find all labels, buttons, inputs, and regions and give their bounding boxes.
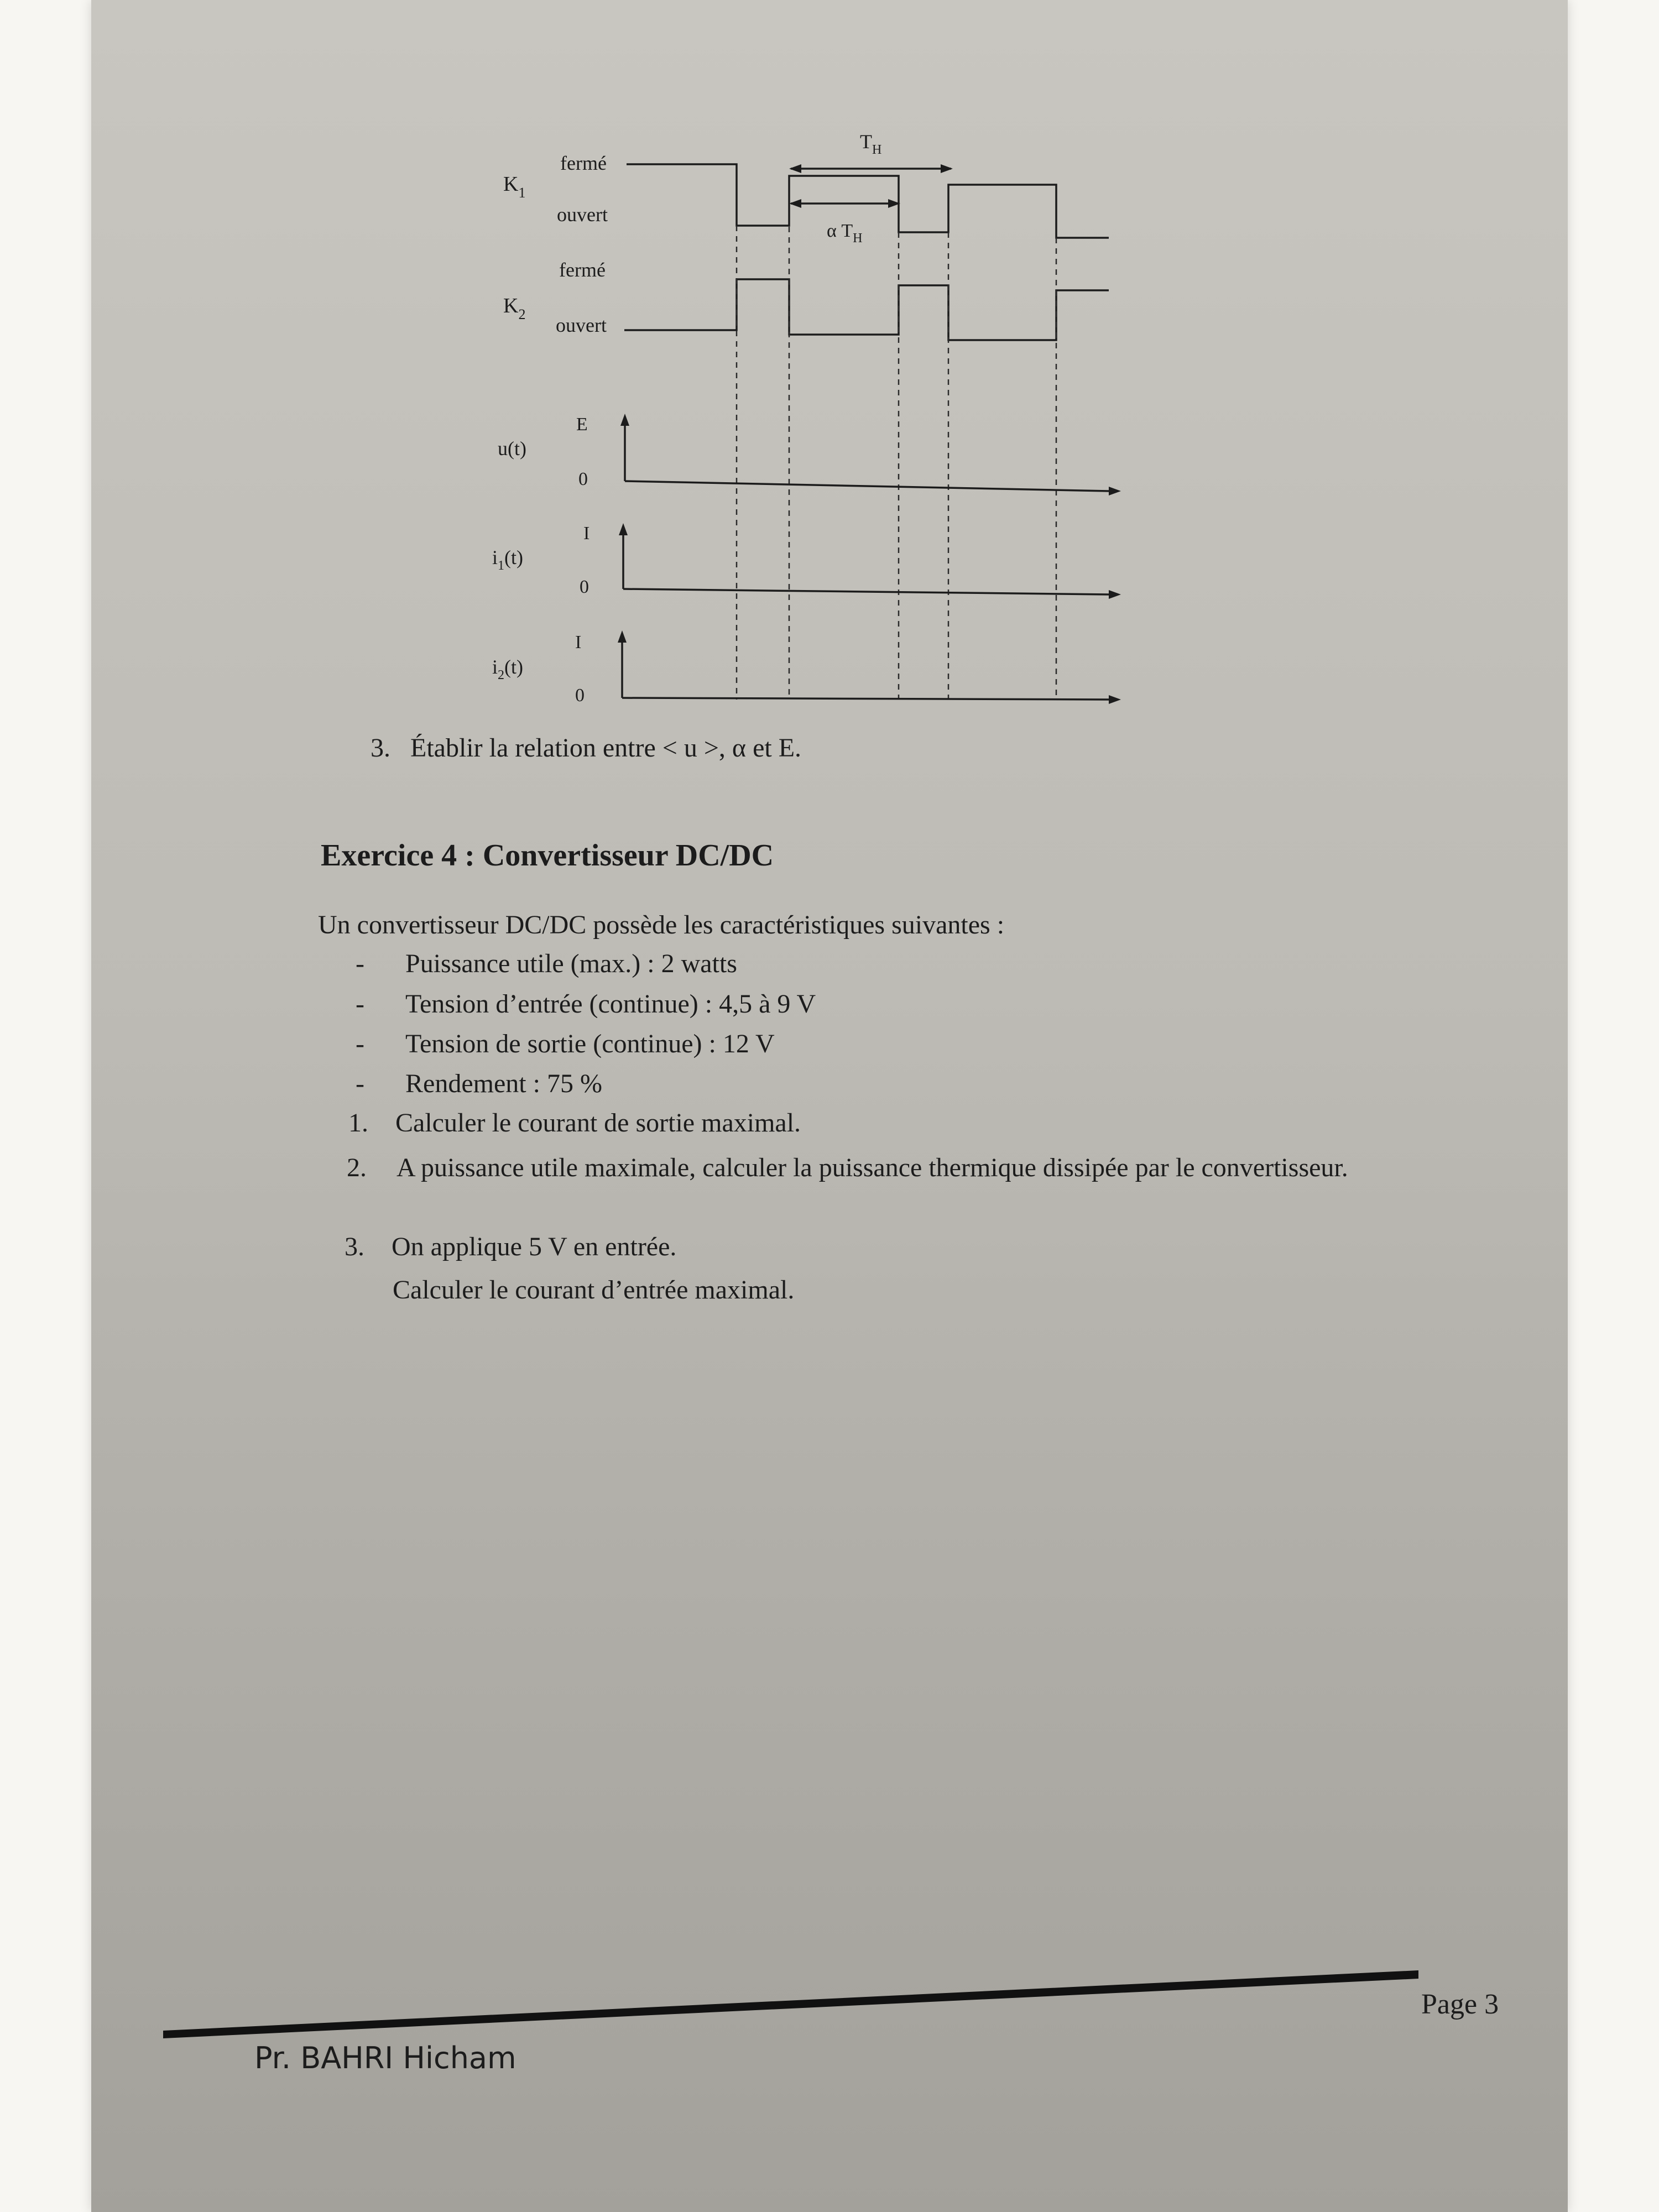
characteristic-text: Rendement : 75 % <box>405 1069 602 1098</box>
question-number: 2. <box>347 1153 367 1182</box>
question-number: 1. <box>348 1108 368 1138</box>
characteristic-text: Tension de sortie (continue) : 12 V <box>405 1029 775 1058</box>
bullet-mark: - <box>356 989 364 1019</box>
u-max-label: E <box>576 414 588 435</box>
characteristic-text: Puissance utile (max.) : 2 watts <box>405 949 737 978</box>
page-number: Page 3 <box>1421 1989 1499 2020</box>
bullet-mark: - <box>356 949 364 978</box>
i1-max-label: I <box>583 523 590 544</box>
u-zero-label: 0 <box>578 469 588 489</box>
i2-label: $i_2(t)$ <box>492 656 523 682</box>
i2-max-label: I <box>575 632 582 653</box>
footer-rule-line <box>163 1970 1418 2038</box>
duty-label: α $T_H$ <box>827 221 863 246</box>
k1-state-open: ouvert <box>557 204 608 226</box>
question-text: Établir la relation entre < u >, α et E. <box>410 733 802 763</box>
question-text: On applique 5 V en entrée. <box>392 1232 677 1261</box>
i1-label: $i_1(t)$ <box>492 546 523 573</box>
bullet-mark: - <box>356 1029 364 1058</box>
document-page <box>91 0 1568 2212</box>
period-label: $T_H$ <box>860 131 882 157</box>
i1-zero-label: 0 <box>580 577 589 597</box>
question-3-continuation: Calculer le courant d’entrée maximal. <box>393 1275 795 1305</box>
question-text: A puissance utile maximale, calculer la puissance thermique dissipée par le convertisseur. <box>397 1153 1348 1182</box>
question-number: 3. <box>371 733 390 763</box>
k1-label: $K_1$ <box>503 173 526 201</box>
exercise-intro: Un convertisseur DC/DC possède les caractéristiques suivantes : <box>318 910 1005 940</box>
footer-rule <box>91 0 1568 2046</box>
author-name: Pr. BAHRI Hicham <box>254 2041 517 2075</box>
k2-label: $K_2$ <box>503 294 526 322</box>
i2-zero-label: 0 <box>575 685 585 706</box>
bullet-mark: - <box>356 1069 364 1098</box>
k1-state-closed: fermé <box>560 152 607 174</box>
k2-state-closed: fermé <box>559 259 606 281</box>
question-number: 3. <box>345 1232 364 1261</box>
exercise-title: Exercice 4 : Convertisseur DC/DC <box>321 838 774 873</box>
characteristic-text: Tension d’entrée (continue) : 4,5 à 9 V <box>405 989 816 1019</box>
k2-state-open: ouvert <box>556 314 607 336</box>
question-text: Calculer le courant de sortie maximal. <box>395 1108 801 1138</box>
u-label: u(t) <box>498 437 526 460</box>
